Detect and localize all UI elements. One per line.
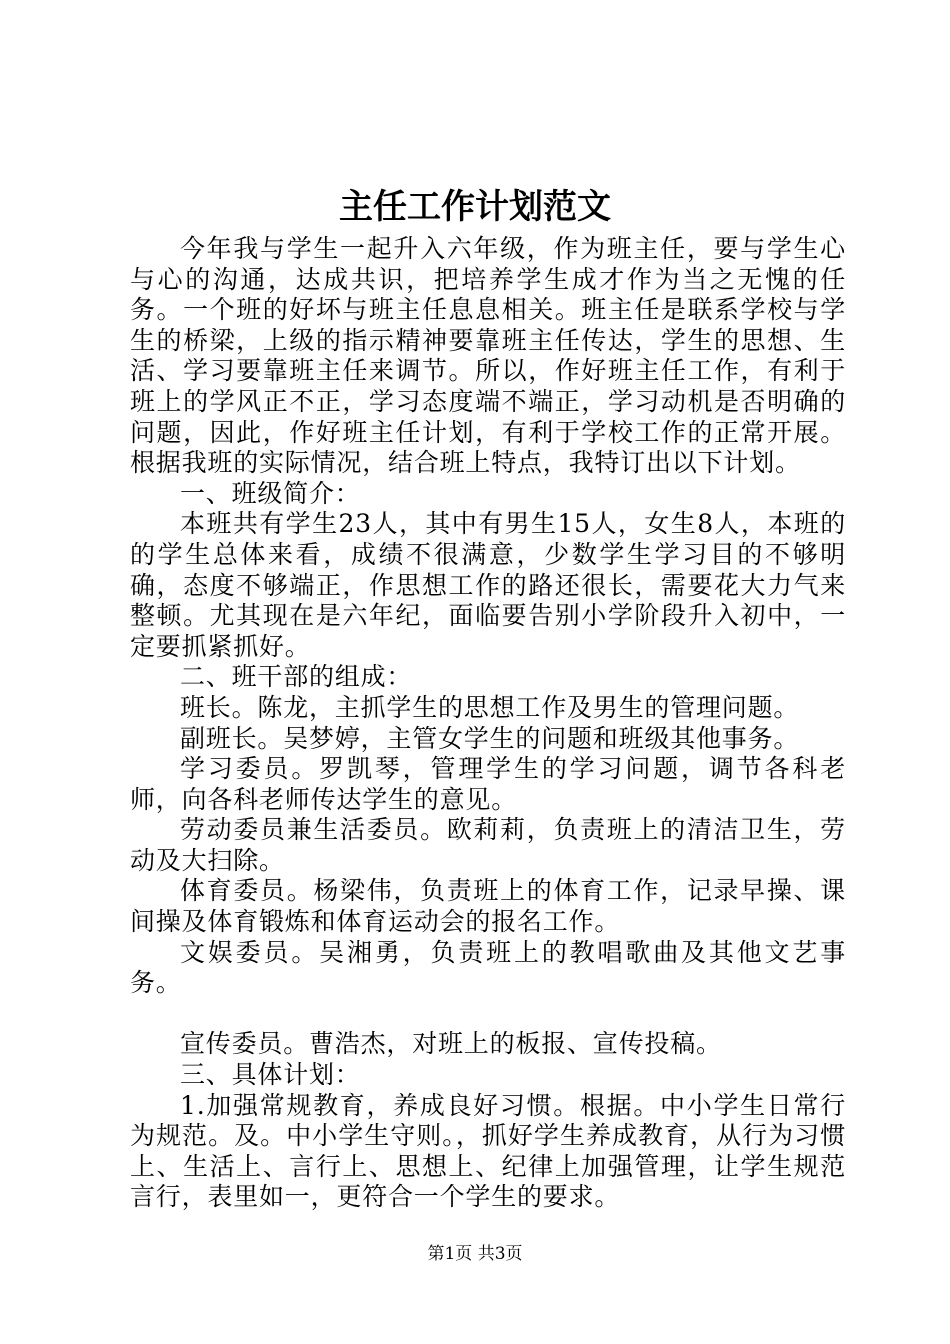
page-footer: 第1页 共3页 [427,1244,523,1264]
section-heading-specific-plan: 三、具体计划： [180,1060,361,1090]
document-body [130,234,846,1213]
paragraph-labor-committee: 劳动委员兼生活委员。欧莉莉，负责班上的清洁卫生，劳动及大扫除。 [130,815,846,875]
paragraph-study-committee: 学习委员。罗凯琴，管理学生的学习问题，调节各科老师，向各科老师传达学生的意见。 [130,754,846,814]
paragraph-plan-item-1: 1.加强常规教育，养成良好习惯。根据。中小学生日常行为规范。及。中小学生守则。，抓好学生养成教育，从行为习惯上、生活上、言行上、思想上、纪律上加强管理，让学生规范言行，表里如一，更符合一个学生的要求。 [130,1090,846,1212]
paragraph-monitor: 班长。陈龙，主抓学生的思想工作及男生的管理问题。 [180,692,800,722]
paragraph-intro: 今年我与学生一起升入六年级，作为班主任，要与学生心与心的沟通，达成共识，把培养学生成才作为当之无愧的任务。一个班的好坏与班主任息息相关。班主任是联系学校与学生的桥梁，上级的指示精神要靠班主任传达，学生的思想、生活、学习要靠班主任来调节。所以，作好班主任工作，有利于班上的学风正不正，学习态度端不端正，学习动机是否明确的问题，因此，作好班主任计划，有利于学校工作的正常开展。根据我班的实际情况，结合班上特点，我特订出以下计划。 [130,234,846,478]
paragraph-vice-monitor: 副班长。吴梦婷，主管女学生的问题和班级其他事务。 [180,723,800,753]
paragraph-publicity-committee: 宣传委员。曹浩杰，对班上的板报、宣传投稿。 [180,1029,722,1059]
paragraph-class-intro: 本班共有学生23人，其中有男生15人，女生8人，本班的的学生总体来看，成绩不很满意，少数学生学习目的不够明确，态度不够端正，作思想工作的路还很长，需要花大力气来整顿。尤其现在是六年纪，面临要告别小学阶段升入初中，一定要抓紧抓好。 [130,509,846,661]
paragraph-sports-committee: 体育委员。杨梁伟，负责班上的体育工作，记录早操、课间操及体育锻炼和体育运动会的报名工作。 [130,876,846,937]
paragraph-arts-committee: 文娱委员。吴湘勇，负责班上的教唱歌曲及其他文艺事务。 [130,937,846,998]
section-heading-class-cadres: 二、班干部的组成： [180,662,413,692]
document-title: 主任工作计划范文 [339,187,611,227]
section-heading-class-intro: 一、班级简介： [180,478,361,508]
